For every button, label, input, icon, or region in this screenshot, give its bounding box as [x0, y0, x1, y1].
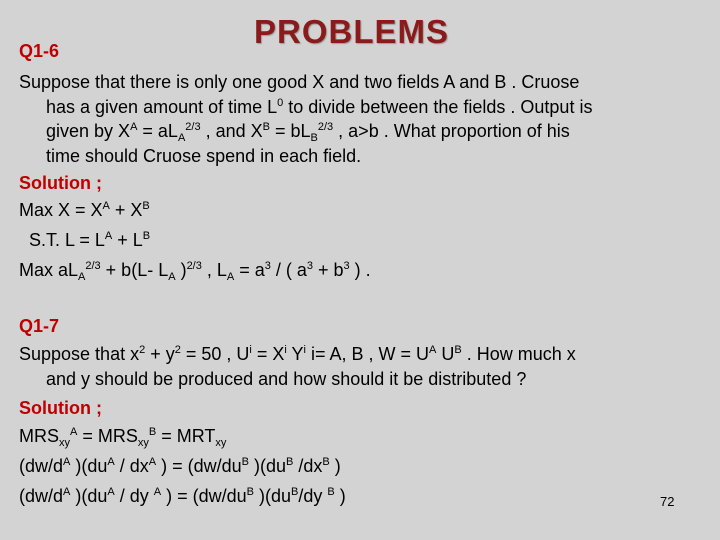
q1-text-line-2: has a given amount of time $L^0$ to divide between the fields . Output is — [46, 97, 593, 117]
slide-title: PROBLEMS — [254, 13, 450, 50]
q2-text-line-1: Suppose that $x^2 + y^2 = 50$ , $U^i = X^i$ $Y^i$ i= A, B , $W = U^A$ $U^B$ . How much x — [19, 344, 576, 364]
q2-mrs-equation: $MRS_{xy}^A = MRS_{xy}^B = MRT_{xy}$ — [19, 426, 227, 449]
q1-text-line-4: time should Cruose spend in each field. — [46, 146, 362, 166]
q1-solution-label: Solution ; — [19, 173, 102, 193]
question-label-q1-7: Q1-7 — [19, 316, 60, 336]
q2-equation-1: ($dw/d^A$ )($du^A / dx^A$ ) = ($dw/du^B$ )($du^B$ $/dx^B$ ) — [19, 456, 341, 476]
q1-text-line-3: given by $X^A = aL_A^{2/3}$ , and $X^B = bL_B^{2/3}$ , a>b . What proportion of his — [46, 121, 570, 144]
q2-equation-2: ($dw/d^A$ )($du^A$ / dy $^A$ ) = ($dw/du^B$ )($du^B/dy$ $^B$ ) — [19, 486, 346, 506]
q2-text-line-2: and y should be produced and how should it be distributed ? — [46, 369, 527, 389]
question-label-q1-6: Q1-6 — [19, 41, 60, 61]
q1-constraint: S.T. $L = L^A + L^B$ — [29, 230, 151, 250]
q1-max-solution: Max $aL_A^{2/3} + b(L-$ $L_A$ )$^{2/3}$ , $L_A = a^3$ / ( $a^3 + b^3$ ) . — [19, 260, 371, 283]
q1-text-line-1: Suppose that there is only one good X and two fields A and B . Cruose — [19, 72, 580, 92]
q2-solution-label: Solution ; — [19, 398, 102, 418]
page-number: 72 — [660, 494, 675, 509]
q1-max-equation: Max $X = X^A + X^B$ — [19, 200, 150, 220]
